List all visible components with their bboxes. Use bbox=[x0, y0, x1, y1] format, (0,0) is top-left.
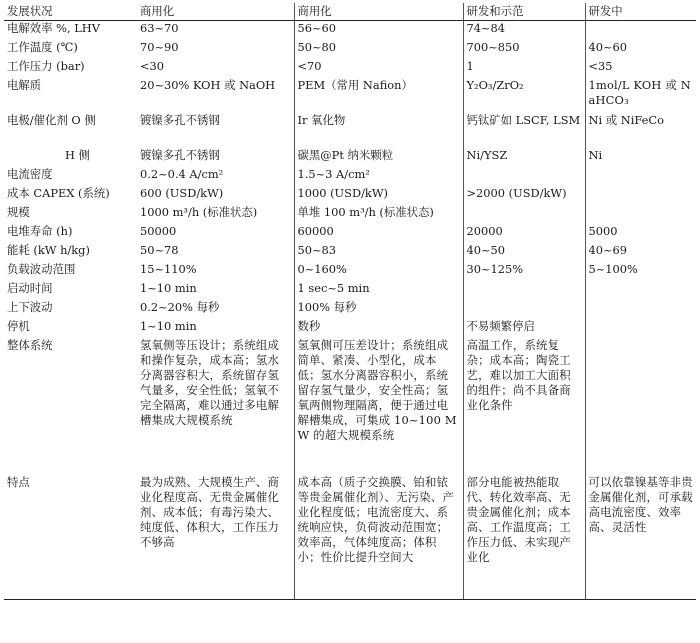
table-cell bbox=[463, 281, 585, 300]
table-cell: 60000 bbox=[294, 224, 463, 243]
row-label: 电解效率 %, LHV bbox=[7, 21, 100, 35]
table-cell: Y₂O₃/ZrO₂ bbox=[463, 78, 585, 113]
row-label: 电流密度 bbox=[7, 167, 53, 181]
row-label: 电解质 bbox=[7, 78, 42, 92]
row-sublabel: H 侧 bbox=[65, 148, 90, 162]
table-cell bbox=[585, 338, 696, 475]
table-row bbox=[4, 224, 696, 243]
table-cell: 0~160% bbox=[294, 262, 463, 281]
table-cell: 氢氧侧等压设计；系统组成和操作复杂，成本高；氢水分离器容积大，系统留存氢气量多，安全性低；氢氧不完全隔离，难以通过多电解槽集成大规模系统 bbox=[140, 338, 280, 427]
row-label: 工作温度 (℃) bbox=[7, 40, 78, 54]
table-row bbox=[4, 319, 696, 338]
table-row bbox=[4, 113, 696, 148]
table-cell: <35 bbox=[585, 59, 696, 78]
table-cell: 镀镍多孔不锈钢 bbox=[140, 148, 220, 162]
table-cell: 20000 bbox=[463, 224, 585, 243]
table-cell: 70~90 bbox=[140, 40, 179, 54]
table-cell: 1~10 min bbox=[140, 319, 197, 333]
table-cell: 镀镍多孔不锈钢 bbox=[140, 113, 220, 127]
table-cell: 63~70 bbox=[140, 21, 179, 35]
table-cell: 50~83 bbox=[294, 243, 463, 262]
table-row bbox=[4, 475, 696, 600]
table-cell: Ni/YSZ bbox=[463, 148, 585, 167]
table-row bbox=[4, 148, 696, 167]
table-row bbox=[4, 205, 696, 224]
row-label: 上下波动 bbox=[7, 300, 53, 314]
header-cell: 商用化 bbox=[294, 3, 463, 21]
row-label: 停机 bbox=[7, 319, 30, 333]
table-cell: 50~78 bbox=[140, 243, 179, 257]
table-cell: Ni bbox=[585, 148, 696, 167]
table-cell: 15~110% bbox=[140, 262, 197, 276]
table-cell: <70 bbox=[294, 59, 463, 78]
table-cell: 40~69 bbox=[585, 243, 696, 262]
table-cell: 部分电能被热能取代、转化效率高、无贵金属催化剂；成本高、工作温度高；工作压力低、未实现产业化 bbox=[463, 475, 585, 600]
table-cell: Ir 氧化物 bbox=[294, 113, 463, 148]
table-row bbox=[4, 167, 696, 186]
table-row bbox=[4, 300, 696, 319]
row-label: 电极/催化剂 O 侧 bbox=[7, 113, 96, 127]
table-row bbox=[4, 186, 696, 205]
table-cell: 钙钛矿如 LSCF, LSM bbox=[463, 113, 585, 148]
table-cell: <30 bbox=[140, 59, 165, 73]
table-cell: 1 bbox=[463, 59, 585, 78]
table-cell: 1.5~3 A/cm² bbox=[294, 167, 463, 186]
header-cell: 商用化 bbox=[137, 3, 294, 21]
table-row bbox=[4, 40, 696, 59]
table-cell: 1000 (USD/kW) bbox=[294, 186, 463, 205]
table-row bbox=[4, 243, 696, 262]
table-cell: 40~50 bbox=[463, 243, 585, 262]
table-cell: 20~30% KOH 或 NaOH bbox=[140, 78, 276, 92]
header-cell: 发展状况 bbox=[4, 3, 137, 21]
table-cell bbox=[585, 300, 696, 319]
table-cell: 碳黑@Pt 纳米颗粒 bbox=[294, 148, 463, 167]
header-cell: 研发中 bbox=[585, 3, 696, 21]
row-label: 电堆寿命 (h) bbox=[7, 224, 73, 238]
table-cell: 最为成熟、大规模生产、商业化程度高、无贵金属催化剂、成本低；有毒污染大、纯度低、体积大，工作压力不够高 bbox=[137, 475, 294, 600]
table-cell: 数秒 bbox=[294, 319, 463, 338]
table-row bbox=[4, 262, 696, 281]
table-row bbox=[4, 59, 696, 78]
table-cell: >2000 (USD/kW) bbox=[463, 186, 585, 205]
table-cell: 1mol/L KOH 或 NaHCO₃ bbox=[585, 78, 696, 113]
table-cell bbox=[585, 186, 696, 205]
table-cell: 不易频繁停启 bbox=[463, 319, 585, 338]
header-cell: 研发和示范 bbox=[463, 3, 585, 21]
row-label: 规模 bbox=[7, 205, 30, 219]
table-row bbox=[4, 21, 696, 41]
row-label: 工作压力 (bar) bbox=[7, 59, 85, 73]
table-cell: 氢氧侧可压差设计；系统组成简单、紧凑、小型化，成本低；氢水分离器容积小，系统留存氢气量少，安全性高；氢氧两侧物理隔离，便于通过电解槽集成，可集成 10~100 MW 的超大规模系统 bbox=[294, 338, 463, 475]
table-cell: PEM（常用 Nafion） bbox=[294, 78, 463, 113]
table-cell: 56~60 bbox=[294, 21, 463, 41]
table-cell: 1~10 min bbox=[140, 281, 197, 295]
row-label: 整体系统 bbox=[7, 338, 53, 352]
row-label bbox=[4, 148, 137, 167]
table-cell: 成本高（质子交换膜、铂和铱等贵金属催化剂）、无污染、产业化程度低；电流密度大、系统响应快，负荷波动范围宽；效率高，气体纯度高；体积小；性价比提升空间大 bbox=[294, 475, 463, 600]
table-cell bbox=[463, 167, 585, 186]
table-row bbox=[4, 78, 696, 113]
table-cell: 74~84 bbox=[463, 21, 585, 41]
table-cell: 40~60 bbox=[585, 40, 696, 59]
table-cell: 1 sec~5 min bbox=[294, 281, 463, 300]
table-cell: 600 (USD/kW) bbox=[140, 186, 224, 200]
table-cell: 5000 bbox=[585, 224, 696, 243]
table-cell: 50000 bbox=[140, 224, 177, 238]
table-cell: 可以依靠镍基等非贵金属催化剂，可承载高电流密度、效率高、灵活性 bbox=[585, 475, 696, 600]
table-cell: 1000 m³/h (标准状态) bbox=[140, 205, 258, 219]
row-label: 成本 CAPEX (系统) bbox=[7, 186, 110, 200]
row-label: 启动时间 bbox=[7, 281, 53, 295]
table-cell bbox=[585, 205, 696, 224]
row-label: 特点 bbox=[4, 475, 137, 600]
table-cell bbox=[585, 167, 696, 186]
table-cell: Ni 或 NiFeCo bbox=[585, 113, 696, 148]
table-cell: 30~125% bbox=[463, 262, 585, 281]
table-cell: 100% 每秒 bbox=[294, 300, 463, 319]
table-row bbox=[4, 338, 696, 475]
table-row bbox=[4, 281, 696, 300]
table-cell: 5~100% bbox=[585, 262, 696, 281]
table-cell bbox=[585, 281, 696, 300]
table-header-row bbox=[4, 3, 696, 21]
table-cell: 0.2~20% 每秒 bbox=[140, 300, 220, 314]
table-cell: 50~80 bbox=[294, 40, 463, 59]
table-cell bbox=[585, 21, 696, 41]
table-cell bbox=[463, 205, 585, 224]
row-label: 负载波动范围 bbox=[7, 262, 76, 276]
table-cell bbox=[463, 300, 585, 319]
electrolysis-comparison-table bbox=[4, 3, 696, 600]
table-cell: 700~850 bbox=[463, 40, 585, 59]
row-label: 能耗 (kW h/kg) bbox=[7, 243, 90, 257]
table-cell bbox=[585, 319, 696, 338]
table-cell: 0.2~0.4 A/cm² bbox=[140, 167, 224, 181]
table-cell: 单堆 100 m³/h (标准状态) bbox=[294, 205, 463, 224]
table-cell: 高温工作，系统复杂；成本高；陶瓷工艺，难以加工大面积的组件；尚不具备商业化条件 bbox=[463, 338, 585, 475]
